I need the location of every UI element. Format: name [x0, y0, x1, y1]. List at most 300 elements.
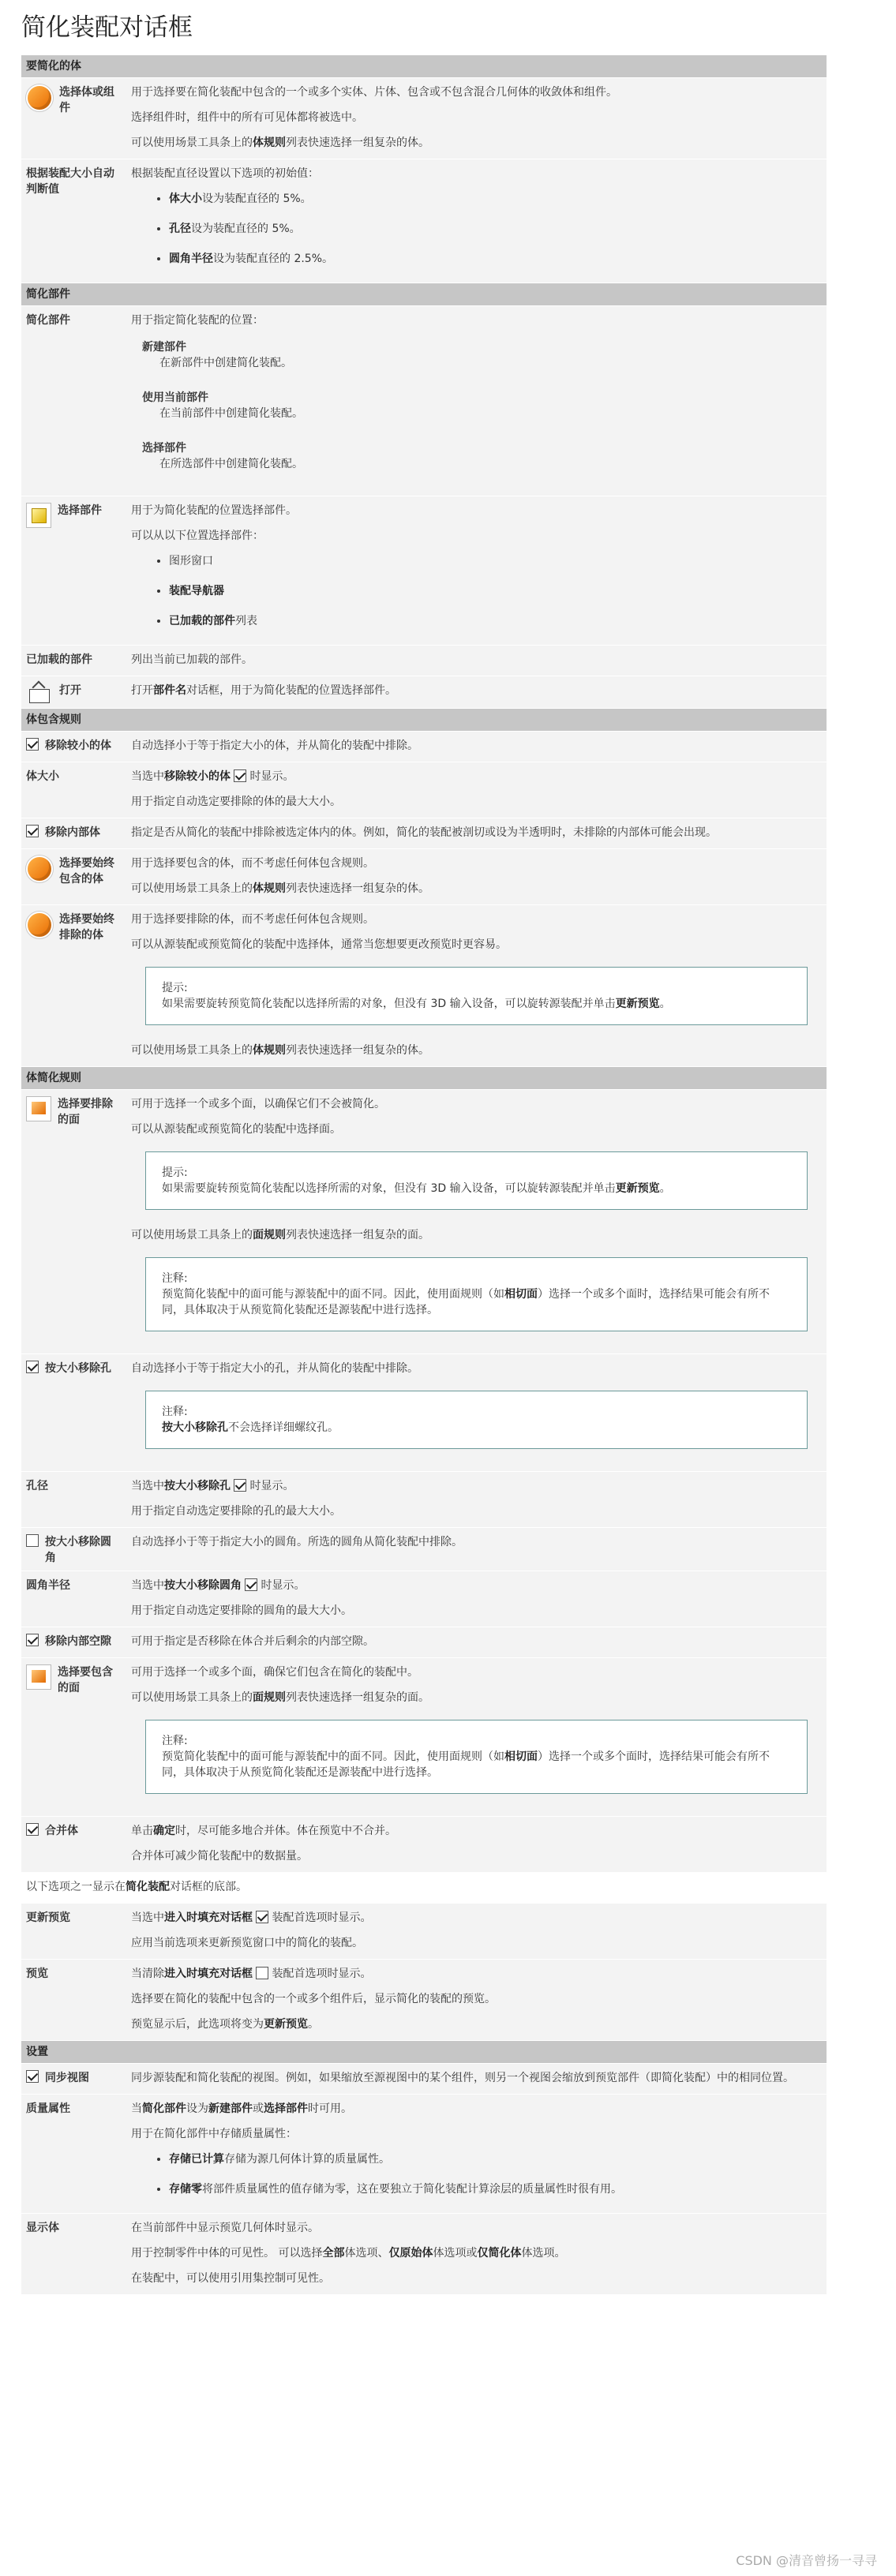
text: 用于指定自动选定要排除的体的最大大小。 [131, 796, 341, 808]
option-label-text: 更新预览 [26, 1911, 70, 1924]
note-title: 提示: [162, 982, 188, 994]
description-text [131, 769, 822, 784]
bold-term: 体规则 [253, 1044, 286, 1057]
text: 时显示。 [249, 770, 294, 783]
option-label-text: 打开 [59, 684, 81, 697]
text: 用于选择要排除的体，而不考虑任何体包含规则。 [131, 913, 374, 926]
option-label-cell [21, 1472, 126, 1528]
option-row [21, 1528, 827, 1571]
option-label-cell [21, 1571, 126, 1627]
text: 合并体可减少简化装配中的数据量。 [131, 1850, 308, 1863]
text: 时显示。 [249, 1480, 294, 1492]
text: 当 [131, 2102, 142, 2115]
section-header: 体包含规则 [21, 709, 827, 732]
text: 列出当前已加载的部件。 [131, 653, 253, 666]
checkbox-checked-icon[interactable] [26, 2070, 39, 2083]
checkbox-checked-icon[interactable] [234, 1479, 246, 1492]
text: 体选项。 [521, 2247, 566, 2260]
option-description [126, 496, 827, 646]
text: ）选择一个或多个面时，选择结果可能会有所不同，具体取决于从预览简化装配还是源装配中进行选择。 [162, 1288, 770, 1316]
option-label-text: 预览 [26, 1968, 48, 1980]
description-text [131, 503, 822, 519]
text: 在当前部件中显示预览几何体时显示。 [131, 2222, 319, 2234]
option-row [21, 762, 827, 818]
bold-term: 更新预览 [264, 2018, 308, 2031]
option-row [21, 676, 827, 709]
checkbox-checked-icon[interactable] [26, 1361, 39, 1373]
option-label-text: 圆角半径 [26, 1579, 70, 1592]
definition-desc: 在所选部件中创建简化装配。 [159, 458, 303, 470]
text: 对话框，用于为简化装配的位置选择部件。 [186, 684, 396, 697]
text: 可用于选择一个或多个面，以确保它们不会被简化。 [131, 1098, 385, 1110]
option-row [21, 1960, 827, 2041]
info-text [21, 1873, 827, 1904]
text: 可以从以下位置选择部件： [131, 530, 264, 542]
page-title: 简化装配对话框 [21, 13, 193, 42]
note-body [162, 1181, 791, 1196]
section-header: 设置 [21, 2041, 827, 2064]
note-title: 注释: [162, 1735, 188, 1747]
option-label [26, 313, 122, 328]
text: 根据装配直径设置以下选项的初始值： [131, 167, 319, 180]
option-label[interactable] [26, 1534, 122, 1566]
option-label[interactable] [26, 1823, 122, 1839]
definition-desc: 在新部件中创建简化装配。 [159, 357, 292, 369]
option-description [126, 1627, 827, 1658]
checkbox-checked-icon[interactable] [26, 1634, 39, 1646]
text: 。 [659, 1182, 671, 1195]
definition-desc: 在当前部件中创建简化装配。 [159, 407, 303, 420]
option-row [21, 1354, 827, 1472]
description-text [131, 84, 822, 100]
description-text [131, 1503, 822, 1519]
bold-term: 孔径 [169, 223, 191, 235]
option-label-text: 体大小 [26, 770, 59, 783]
note-body [162, 996, 791, 1012]
option-label [26, 2101, 122, 2117]
option-description [126, 818, 827, 849]
description-text [131, 110, 822, 125]
option-description [126, 905, 827, 1067]
bold-term: 仅简化体 [477, 2247, 522, 2260]
text: 选择组件时，组件中的所有可见体都将被选中。 [131, 111, 363, 124]
description-text [131, 825, 822, 841]
option-description [126, 849, 827, 905]
option-label[interactable] [26, 738, 122, 754]
option-description [126, 646, 827, 676]
bold-term: 部件名 [153, 684, 186, 697]
bold-term: 按大小移除圆角 [164, 1579, 242, 1592]
option-label-text: 根据装配大小自动判断值 [26, 167, 114, 196]
option-label-text: 已加载的部件 [26, 653, 92, 666]
description-text [131, 683, 822, 698]
list-item [169, 583, 822, 599]
text: 时，尽可能多地合并体。体在预览中不合并。 [175, 1825, 396, 1837]
option-label-text: 移除较小的体 [45, 739, 111, 752]
note-box [145, 1720, 808, 1794]
list-item [169, 2151, 822, 2167]
option-label-cell [21, 1817, 126, 1873]
text: 在装配中，可以使用引用集控制可见性。 [131, 2272, 330, 2285]
watermark-footer: CSDN @清音曾扬一寻寻 [736, 2553, 877, 2568]
text: 用于在简化部件中存储质量属性： [131, 2128, 297, 2140]
section-header-row [21, 2041, 827, 2064]
description-text [131, 1043, 822, 1058]
description-text [131, 912, 822, 927]
bold-term: 进入时填充对话框 [164, 1968, 253, 1980]
orange-sphere-icon[interactable] [26, 856, 53, 882]
option-row [21, 2214, 827, 2295]
text: 当选中 [131, 770, 164, 783]
option-label-cell [21, 818, 126, 849]
checkbox-unchecked-icon[interactable] [256, 1967, 268, 1979]
option-label-cell [21, 2095, 126, 2214]
option-label [26, 2220, 122, 2236]
text: 体选项、 [344, 2247, 389, 2260]
definition-term: 选择部件 [142, 442, 186, 455]
text: 打开 [131, 684, 153, 697]
bullet-list [131, 191, 822, 267]
option-description [126, 1904, 827, 1960]
text: 存储为源几何体计算的质量属性。 [224, 2153, 390, 2166]
note-title: 注释: [162, 1406, 188, 1418]
text: 列表 [235, 615, 257, 627]
orange-face-icon[interactable] [26, 1664, 51, 1690]
description-text [131, 1227, 822, 1243]
note-title: 注释: [162, 1272, 188, 1285]
option-label-text: 同步视图 [45, 2072, 89, 2084]
description-text [131, 937, 822, 953]
description-text [131, 1690, 822, 1705]
option-description [126, 1354, 827, 1472]
description-text [131, 1910, 822, 1926]
option-row [21, 1658, 827, 1817]
option-description [126, 1528, 827, 1571]
note-body [162, 1286, 791, 1318]
bold-term: 已加载的部件 [169, 615, 235, 627]
option-row [21, 849, 827, 905]
text: 设为装配直径的 5%。 [191, 223, 301, 235]
list-item [169, 251, 822, 267]
option-label [26, 769, 122, 784]
definition-list [142, 339, 822, 472]
option-label[interactable] [26, 2070, 122, 2086]
option-label-cell [21, 676, 126, 709]
option-description [126, 676, 827, 709]
text: 用于为简化装配的位置选择部件。 [131, 504, 297, 517]
text: 自动选择小于等于指定大小的圆角。所选的圆角从简化装配中排除。 [131, 1536, 463, 1548]
option-label-text: 简化部件 [26, 314, 70, 327]
bullet-list [131, 553, 822, 629]
description-text [131, 1578, 822, 1593]
list-item [169, 191, 822, 207]
orange-sphere-icon[interactable] [26, 84, 53, 111]
text: 可用于指定是否移除在体合并后剩余的内部空隙。 [131, 1635, 374, 1648]
bullet-list [131, 2151, 822, 2197]
option-label [26, 166, 122, 197]
description-text [131, 313, 822, 328]
definition-term: 新建部件 [142, 341, 186, 354]
list-item [169, 613, 822, 629]
option-label[interactable] [26, 912, 122, 943]
option-label[interactable] [26, 1634, 122, 1649]
option-row [21, 905, 827, 1067]
checkbox-checked-icon[interactable] [256, 1911, 268, 1923]
section-header: 体简化规则 [21, 1067, 827, 1090]
description-text [131, 1664, 822, 1680]
text: 图形窗口 [169, 555, 213, 567]
text: 单击 [131, 1825, 153, 1837]
description-text [131, 2220, 822, 2236]
option-row [21, 1472, 827, 1528]
option-label[interactable] [26, 825, 122, 841]
option-label-text: 移除内部体 [45, 826, 100, 839]
text: 不会选择详细螺纹孔。 [228, 1421, 339, 1434]
text: 指定是否从简化的装配中排除被选定体内的体。例如，简化的装配被剖切或设为半透明时，未排除的内部体可能会出现。 [131, 826, 717, 839]
option-row [21, 2064, 827, 2095]
section-header: 简化部件 [21, 283, 827, 306]
checkbox-checked-icon[interactable] [26, 825, 39, 837]
text: 对话框的底部。 [170, 1881, 247, 1893]
option-label-cell [21, 1960, 126, 2041]
list-item [169, 221, 822, 237]
option-label-text: 孔径 [26, 1480, 48, 1492]
option-label-cell [21, 159, 126, 283]
option-row [21, 1817, 827, 1873]
option-row [21, 2095, 827, 2214]
bold-term: 体大小 [169, 193, 202, 205]
description-text [131, 652, 822, 668]
option-label-cell [21, 1354, 126, 1472]
section-header-row [21, 1067, 827, 1090]
text: 预览简化装配中的面可能与源装配中的面不同。因此，使用面规则（如 [162, 1750, 504, 1763]
bold-term: 更新预览 [615, 998, 660, 1010]
option-description [126, 2064, 827, 2095]
option-row [21, 1627, 827, 1658]
option-row [21, 78, 827, 159]
text: 设为 [186, 2102, 208, 2115]
text: ）选择一个或多个面时，选择结果可能会有所不同，具体取决于从预览简化装配还是源装配中进行选择。 [162, 1750, 770, 1779]
description-text [131, 1603, 822, 1619]
text: 可以使用场景工具条上的 [131, 137, 253, 149]
option-label[interactable] [26, 856, 122, 887]
text: 用于指定自动选定要排除的圆角的最大大小。 [131, 1604, 352, 1617]
bold-term: 更新预览 [615, 1182, 660, 1195]
bold-term: 简化装配 [126, 1881, 170, 1893]
bold-term: 相切面 [504, 1288, 538, 1301]
option-label [26, 1910, 122, 1926]
text: 用于选择要包含的体，而不考虑任何体包含规则。 [131, 857, 374, 870]
option-row [21, 306, 827, 496]
note-box [145, 967, 808, 1025]
text: 列表快速选择一组复杂的体。 [286, 882, 429, 895]
text: 预览显示后，此选项将变为 [131, 2018, 264, 2031]
text: 可用于选择一个或多个面，确保它们包含在简化的装配中。 [131, 1666, 418, 1679]
description-text [131, 2271, 822, 2286]
text: 装配首选项时显示。 [272, 1911, 372, 1924]
text: 时可用。 [308, 2102, 352, 2115]
text: 可以使用场景工具条上的 [131, 1044, 253, 1057]
option-description [126, 159, 827, 283]
option-label[interactable] [26, 503, 122, 528]
text: 选择要在简化的装配中包含的一个或多个组件后，显示简化的装配的预览。 [131, 1993, 496, 2005]
text: 用于选择要在简化装配中包含的一个或多个实体、片体、包含或不包含混合几何体的收敛体和组件。 [131, 86, 617, 99]
text: 时显示。 [261, 1579, 306, 1592]
bold-term: 装配导航器 [169, 585, 224, 597]
text: 以下选项之一显示在 [26, 1881, 126, 1893]
option-label [26, 652, 122, 668]
description-text [131, 2245, 822, 2261]
text: 同步源装配和简化装配的视图。例如，如果缩放至源视图中的某个组件，则另一个视图会缩放到预览部件（即简化装配）中的相同位置。 [131, 2072, 794, 2084]
option-label-text: 按大小移除圆角 [45, 1536, 111, 1564]
option-description [126, 762, 827, 818]
option-description [126, 306, 827, 496]
description-text [131, 1096, 822, 1112]
option-label[interactable] [26, 1664, 122, 1696]
description-text [131, 1634, 822, 1649]
text: 装配首选项时显示。 [272, 1968, 372, 1980]
description-text [131, 2126, 822, 2142]
text: 可以使用场景工具条上的 [131, 1691, 253, 1704]
option-row [21, 818, 827, 849]
option-label-text: 选择要始终包含的体 [59, 857, 114, 886]
bold-term: 简化部件 [142, 2102, 186, 2115]
text: 。 [308, 2018, 319, 2031]
option-label-text: 移除内部空隙 [45, 1635, 111, 1648]
option-label-cell [21, 1090, 126, 1354]
description-text [131, 1121, 822, 1137]
section-header-row [21, 709, 827, 732]
option-label-cell [21, 78, 126, 159]
bold-term: 选择部件 [264, 2102, 308, 2115]
option-label-cell [21, 646, 126, 676]
text: 可以从源装配或预览简化的装配中选择面。 [131, 1123, 341, 1136]
bold-term: 全部 [322, 2247, 345, 2260]
bold-term: 进入时填充对话框 [164, 1911, 253, 1924]
section-header-row [21, 55, 827, 78]
option-label [26, 1578, 122, 1593]
text: 预览简化装配中的面可能与源装配中的面不同。因此，使用面规则（如 [162, 1288, 504, 1301]
checkbox-checked-icon[interactable] [26, 738, 39, 751]
description-text [131, 881, 822, 897]
orange-sphere-icon[interactable] [26, 912, 53, 938]
option-label[interactable] [26, 683, 122, 703]
option-label-cell [21, 732, 126, 762]
description-text [131, 1361, 822, 1376]
definition-term: 使用当前部件 [142, 391, 208, 404]
option-description [126, 78, 827, 159]
checkbox-checked-icon[interactable] [234, 769, 246, 782]
description-text [131, 1848, 822, 1864]
text: 用于控制零件中体的可见性。 可以选择 [131, 2247, 323, 2260]
bold-term: 面规则 [253, 1691, 286, 1704]
option-row [21, 1571, 827, 1627]
text: 自动选择小于等于指定大小的体，并从简化的装配中排除。 [131, 739, 418, 752]
description-text [131, 1534, 822, 1550]
option-row [21, 496, 827, 646]
option-description [126, 2214, 827, 2295]
text: 如果需要旋转预览简化装配以选择所需的对象，但没有 3D 输入设备，可以旋转源装配并单击 [162, 998, 616, 1010]
option-label-cell [21, 849, 126, 905]
option-label-cell [21, 306, 126, 496]
description-text [131, 1823, 822, 1839]
option-row [21, 1904, 827, 1960]
option-description [126, 1658, 827, 1817]
checkbox-unchecked-icon[interactable] [26, 1534, 39, 1547]
text: 列表快速选择一组复杂的体。 [286, 1044, 429, 1057]
bold-term: 新建部件 [208, 2102, 253, 2115]
note-box [145, 1391, 808, 1449]
text: 。 [659, 998, 671, 1010]
description-text [131, 2016, 822, 2032]
list-item [169, 2181, 822, 2197]
option-description [126, 1817, 827, 1873]
option-row [21, 1090, 827, 1354]
text: 可以从源装配或预览简化的装配中选择体，通常当您想要更改预览时更容易。 [131, 938, 507, 951]
text: 用于指定简化装配的位置： [131, 314, 264, 327]
option-label-text: 合并体 [45, 1825, 78, 1837]
description-text [131, 794, 822, 810]
option-description [126, 2095, 827, 2214]
option-label[interactable] [26, 84, 122, 116]
description-text [131, 528, 822, 544]
option-label-text: 质量属性 [26, 2102, 70, 2115]
checkbox-checked-icon[interactable] [245, 1578, 257, 1591]
option-label-text: 选择部件 [58, 504, 102, 517]
text: 用于指定自动选定要排除的孔的最大大小。 [131, 1505, 341, 1518]
description-text [131, 1478, 822, 1494]
section-header: 要简化的体 [21, 55, 827, 78]
note-box [145, 1151, 808, 1210]
option-label-cell [21, 1627, 126, 1658]
option-row [21, 732, 827, 762]
option-label-cell [21, 2064, 126, 2095]
note-box [145, 1257, 808, 1331]
text: 当选中 [131, 1480, 164, 1492]
info-row [21, 1873, 827, 1904]
orange-face-icon[interactable] [26, 1096, 51, 1121]
option-label-cell [21, 762, 126, 818]
bold-term: 圆角半径 [169, 253, 213, 265]
option-description [126, 1472, 827, 1528]
bold-term: 存储零 [169, 2183, 202, 2196]
option-label [26, 1478, 122, 1494]
option-row [21, 646, 827, 676]
option-label[interactable] [26, 1361, 122, 1376]
text: 列表快速选择一组复杂的面。 [286, 1691, 429, 1704]
option-label-text: 选择要包含的面 [58, 1666, 113, 1694]
option-description [126, 1960, 827, 2041]
option-label-text: 显示体 [26, 2222, 59, 2234]
text: 当选中 [131, 1579, 164, 1592]
text: 列表快速选择一组复杂的体。 [286, 137, 429, 149]
bold-term: 仅原始体 [388, 2247, 433, 2260]
option-label-text: 选择要始终排除的体 [59, 913, 114, 942]
bold-term: 确定 [153, 1825, 175, 1837]
text: 当清除 [131, 1968, 164, 1980]
description-text [131, 2101, 822, 2117]
bold-term: 移除较小的体 [164, 770, 231, 783]
doc [21, 11, 827, 2295]
option-description [126, 1090, 827, 1354]
text: 列表快速选择一组复杂的面。 [286, 1229, 429, 1241]
open-folder-icon[interactable] [26, 683, 53, 703]
option-label [26, 1966, 122, 1982]
yellow-cube-icon[interactable] [26, 503, 51, 528]
option-label[interactable] [26, 1096, 122, 1128]
text: 或 [253, 2102, 264, 2115]
checkbox-checked-icon[interactable] [26, 1823, 39, 1836]
